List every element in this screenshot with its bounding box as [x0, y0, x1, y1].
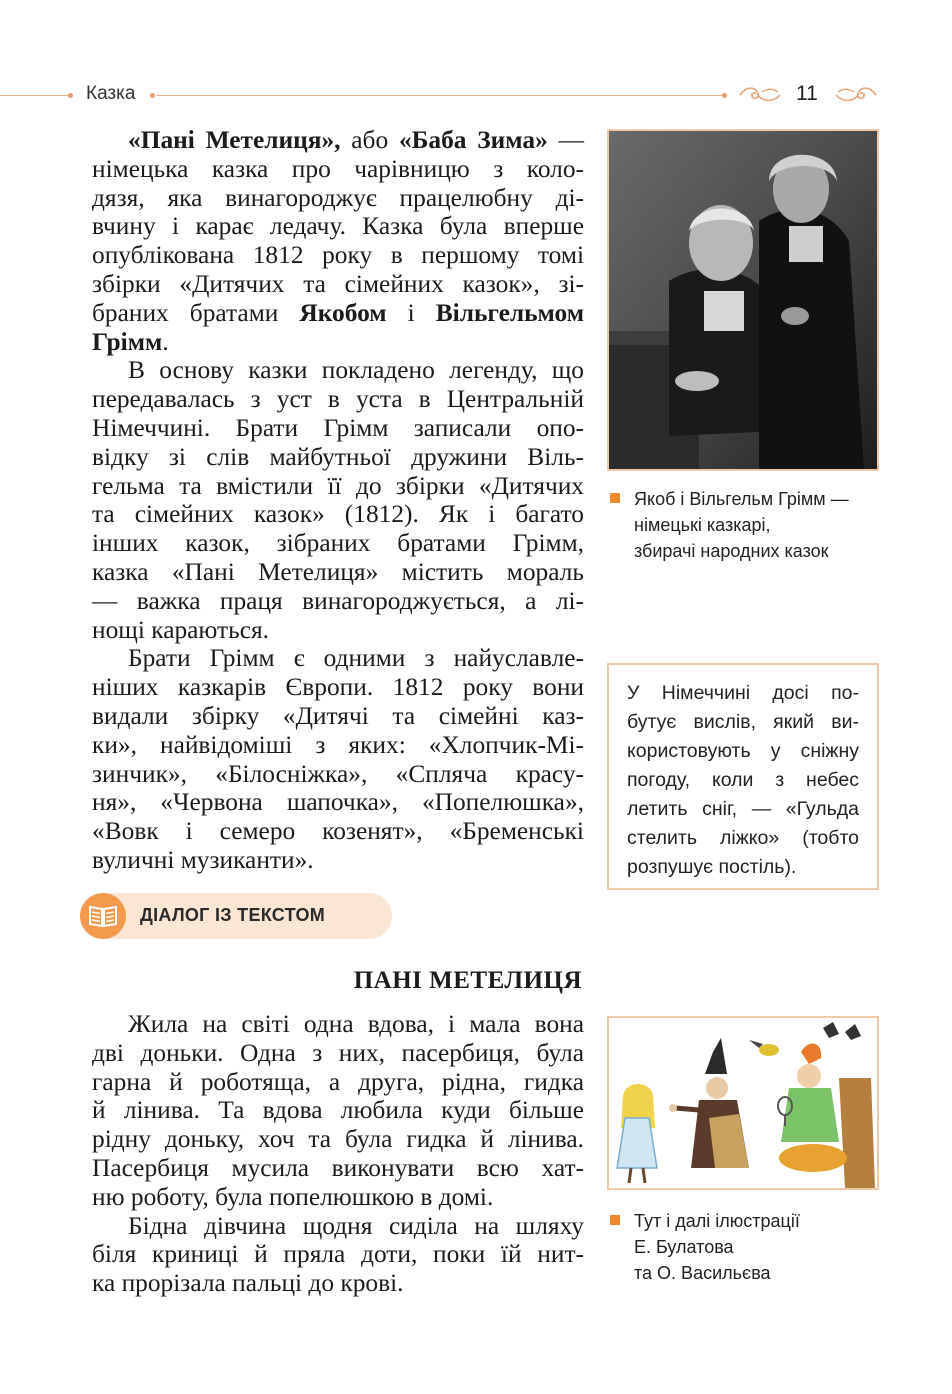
text-line: «Вовк і семеро козенят», «Бременські — [92, 817, 584, 846]
text-line: та сімейних казок» (1812). Як і багато — [92, 500, 584, 529]
text-line: ніших казкарів Європи. 1812 року вони — [92, 673, 584, 702]
caption-line: німецькі казкарі, — [634, 515, 771, 535]
header-dot — [68, 93, 73, 98]
text-line: зинчик», «Білосніжка», «Спляча красу- — [92, 759, 584, 788]
text-line: біля криниці й пряла доти, поки їй нит- — [92, 1240, 584, 1269]
cartoon-characters-image — [609, 1018, 877, 1188]
text-line: Жила на світі одна вдова, і мала вона — [128, 1010, 584, 1038]
text-line: Німеччині. Брати Грімм записали опо- — [92, 413, 584, 442]
text-line: ню роботу, була попелюшкою в домі. — [92, 1182, 494, 1211]
text-line: Бідна дівчина щодня сиділа на шляху — [128, 1211, 584, 1240]
text-line: Брати Грімм є одними з найуславле- — [128, 644, 584, 673]
ornament-icon — [738, 84, 782, 106]
photo-caption — [610, 486, 849, 564]
page-number: 11 — [796, 82, 818, 105]
story-title: ПАНІ МЕТЕЛИЦЯ — [353, 967, 582, 994]
caption-line: Е. Булатова — [634, 1237, 734, 1257]
text-line: ня», «Червона шапочка», «Попелюшка», — [92, 788, 584, 817]
text-line: Грімм. — [92, 327, 169, 356]
story-text — [92, 1010, 584, 1298]
intro-paragraph-3 — [92, 644, 584, 874]
header-rule-left — [0, 95, 68, 96]
text-line: — важка праця винагороджується, а лі- — [92, 586, 584, 615]
grimm-brothers-photo — [607, 129, 879, 471]
note-line: летить сніг, — «Гульда — [627, 798, 859, 820]
intro-paragraph-1 — [92, 126, 584, 356]
grimm-portrait-image — [609, 131, 877, 469]
ornament-icon — [834, 84, 878, 106]
note-line: користовують у сніжну — [627, 740, 859, 762]
side-note-box — [607, 663, 879, 890]
header-rule-middle — [156, 95, 724, 96]
intro-paragraph-2 — [92, 356, 584, 644]
text-line: й лінива. Та вдова любила куди більше — [92, 1096, 584, 1125]
text-line: інших казок, зібраних братами Грімм, — [92, 529, 584, 558]
banner-label: ДІАЛОГ ІЗ ТЕКСТОМ — [140, 905, 326, 925]
intro-text — [92, 126, 584, 875]
text-line: відку зі слів майбутньої дружини Віль- — [92, 442, 584, 471]
text-line: ка прорізала пальці до крові. — [92, 1269, 404, 1298]
illustration-caption — [610, 1208, 800, 1286]
text-line: Пасербиця мусила виконувати всю хат- — [92, 1153, 584, 1182]
caption-line: збирачі народних казок — [634, 541, 829, 561]
text-line: гельма та вмістили її до збірки «Дитячих — [92, 471, 584, 500]
fairy-tale-illustration — [607, 1016, 879, 1190]
text-line: німецька казка про чарівницю з коло- — [92, 154, 584, 183]
note-line: стелить ліжко» (тобто — [627, 827, 859, 849]
text-line: збірки «Дитячих та сімейних казок», зі- — [92, 269, 584, 298]
bullet-square-icon — [610, 493, 620, 503]
note-line: розпушує постіль). — [627, 856, 797, 878]
note-line: У Німеччині досі по- — [627, 682, 859, 704]
section-name: Казка — [86, 83, 136, 104]
text-line: вчину і карає ледачу. Казка була вперше — [92, 212, 584, 241]
text-line: видали збірку «Дитячі та сімейні каз- — [92, 701, 584, 730]
text-line: рідну доньку, хоч та була гидка й лінива. — [92, 1125, 584, 1154]
caption-line: Якоб і Вільгельм Грімм — — [634, 489, 849, 509]
open-book-icon — [80, 893, 126, 939]
text-line: дві доньки. Одна з них, пасербиця, була — [92, 1038, 584, 1067]
text-line: ки», найвідоміші з яких: «Хлопчик-Мі- — [92, 730, 584, 759]
text-line: дязя, яка винагороджує працелюбну ді- — [92, 183, 584, 212]
note-line: погоду, коли з небес — [627, 769, 859, 791]
text-line: опублікована 1812 року в першому томі — [92, 241, 584, 270]
dialog-with-text-banner — [80, 893, 392, 939]
header-dot — [150, 93, 155, 98]
text-line: гарна й роботяща, а друга, рідна, гидка — [92, 1067, 584, 1096]
text-line: вуличні музиканти». — [92, 845, 314, 874]
text-line: браних братами Якобом і Вільгельмом — [92, 298, 584, 327]
caption-line: Тут і далі ілюстрації — [634, 1211, 800, 1231]
story-paragraph-1 — [92, 1010, 584, 1212]
page-header — [0, 80, 952, 112]
text-line: В основу казки покладено легенду, що — [128, 356, 584, 385]
text-line: казка «Пані Метелиця» містить мораль — [92, 557, 584, 586]
story-paragraph-2 — [92, 1212, 584, 1298]
bullet-square-icon — [610, 1215, 620, 1225]
text-line: «Пані Метелиця», або «Баба Зима» — — [128, 126, 584, 154]
note-line: бутує вислів, який ви- — [627, 711, 859, 733]
caption-line: та О. Васильєва — [634, 1263, 771, 1283]
header-dot — [722, 93, 727, 98]
text-line: передавалась з уст в уста в Центральній — [92, 385, 584, 414]
text-line: нощі караються. — [92, 615, 270, 644]
